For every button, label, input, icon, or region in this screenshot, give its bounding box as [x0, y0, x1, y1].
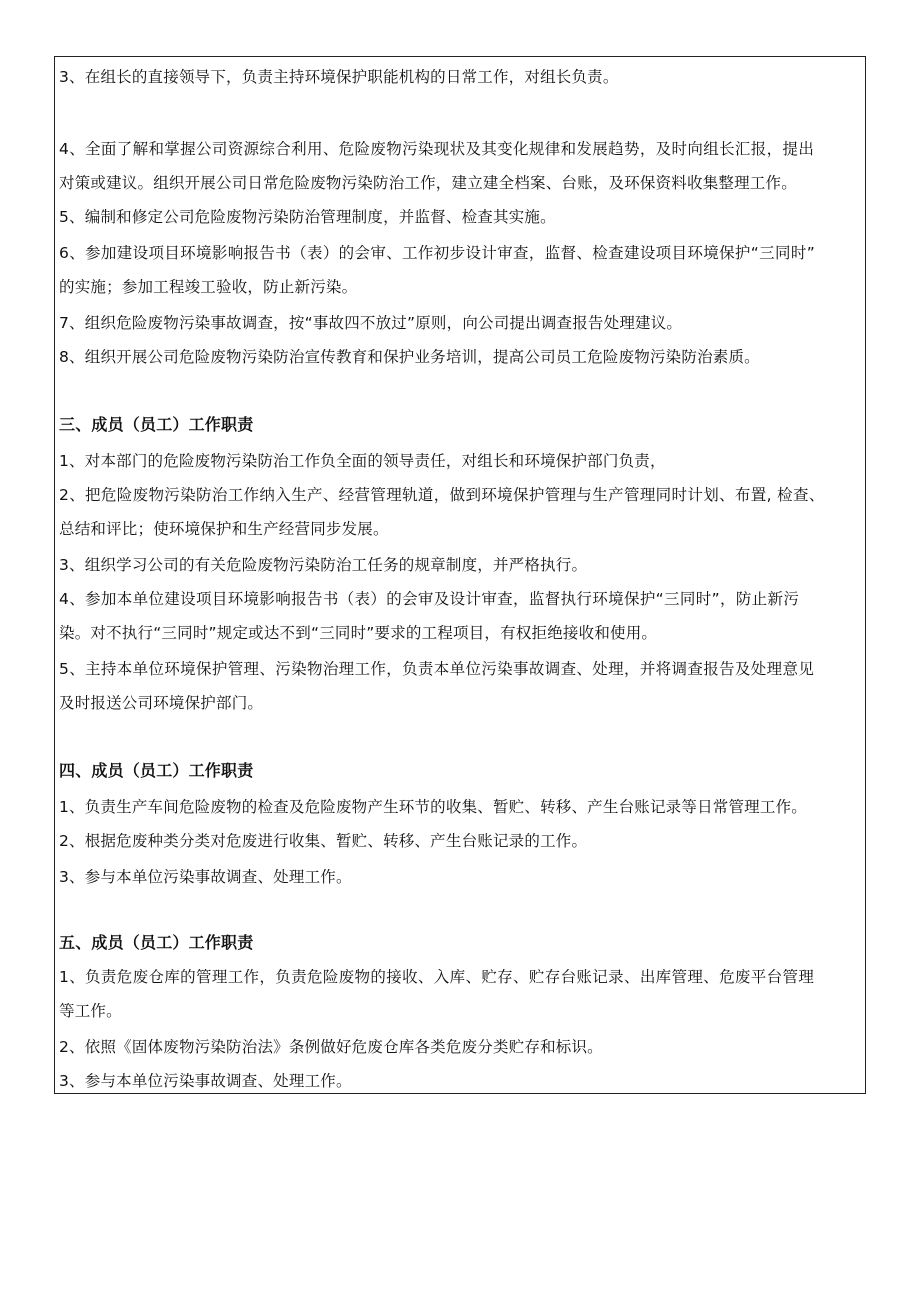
- section-five-heading: 五、成员（员工）工作职责: [59, 933, 254, 952]
- section-two-item-4-line-2: 对策或建议。组织开展公司日常危险废物污染防治工作，建立建全档案、台账，及环保资料收集整理工作。: [59, 174, 797, 192]
- section-two-item-6-line-2: 的实施；参加工程竣工验收，防止新污染。: [59, 278, 358, 296]
- section-five-item-3: 3、参与本单位污染事故调查、处理工作。: [59, 1072, 352, 1090]
- section-three-item-1: 1、对本部门的危险废物污染防治工作负全面的领导责任，对组长和环境保护部门负责，: [59, 452, 666, 470]
- section-three-item-5-line-2: 及时报送公司环境保护部门。: [59, 694, 264, 712]
- section-two-item-4-line-1: 4、全面了解和掌握公司资源综合利用、危险废物污染现状及其变化规律和发展趋势，及时向组长汇报，提出: [59, 140, 815, 158]
- section-two-item-6-line-1: 6、参加建设项目环境影响报告书（表）的会审、工作初步设计审查，监督、检查建设项目环境保护“三同时”: [59, 244, 816, 262]
- section-four-item-1: 1、负责生产车间危险废物的检查及危险废物产生环节的收集、暂贮、转移、产生台账记录等日常管理工作。: [59, 798, 807, 816]
- section-three-item-2-line-1: 2、把危险废物污染防治工作纳入生产、经营管理轨道，做到环境保护管理与生产管理同时计划、布置, 检查、: [59, 486, 825, 504]
- section-two-item-8: 8、组织开展公司危险废物污染防治宣传教育和保护业务培训，提高公司员工危险废物污染防治素质。: [59, 348, 760, 366]
- section-two-item-3: 3、在组长的直接领导下，负责主持环境保护职能机构的日常工作，对组长负责。: [59, 68, 619, 86]
- section-two-item-7: 7、组织危险废物污染事故调查，按“事故四不放过”原则，向公司提出调查报告处理建议。: [59, 314, 683, 332]
- section-four-heading: 四、成员（员工）工作职责: [59, 761, 254, 780]
- section-three-heading: 三、成员（员工）工作职责: [59, 415, 254, 434]
- section-five-item-2: 2、依照《固体废物污染防治法》条例做好危废仓库各类危废分类贮存和标识。: [59, 1038, 603, 1056]
- section-three-item-4-line-1: 4、参加本单位建设项目环境影响报告书（表）的会审及设计审查，监督执行环境保护“三同时”，防止新污: [59, 590, 800, 608]
- section-four-item-3: 3、参与本单位污染事故调查、处理工作。: [59, 868, 352, 886]
- section-three-item-4-line-2: 染。对不执行“三同时”规定或达不到“三同时”要求的工程项目，有权拒绝接收和使用。: [59, 624, 658, 642]
- section-three-item-2-line-2: 总结和评比；使环境保护和生产经营同步发展。: [59, 520, 389, 538]
- section-two-item-5: 5、编制和修定公司危险废物污染防治管理制度，并监督、检查其实施。: [59, 208, 556, 226]
- section-three-item-5-line-1: 5、主持本单位环境保护管理、污染物治理工作，负责本单位污染事故调查、处理，并将调查报告及处理意见: [59, 660, 815, 678]
- section-three-item-3: 3、组织学习公司的有关危险废物污染防治工任务的规章制度，并严格执行。: [59, 556, 588, 574]
- section-five-item-1-line-1: 1、负责危废仓库的管理工作，负责危险废物的接收、入库、贮存、贮存台账记录、出库管理、危废平台管理: [59, 968, 815, 986]
- section-five-item-1-line-2: 等工作。: [59, 1002, 122, 1020]
- section-four-item-2: 2、根据危废种类分类对危废进行收集、暂贮、转移、产生台账记录的工作。: [59, 832, 588, 850]
- responsibilities-table-cell: [54, 56, 866, 1094]
